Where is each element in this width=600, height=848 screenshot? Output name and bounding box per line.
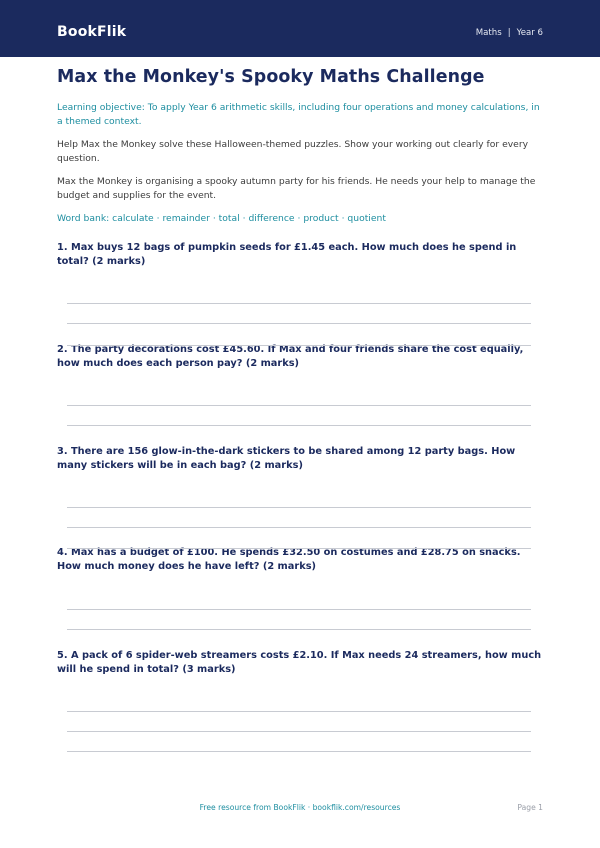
answer-line[interactable]: [67, 405, 531, 406]
worksheet-title: Max the Monkey's Spooky Maths Challenge: [57, 67, 485, 87]
subject-year-label: [476, 27, 543, 39]
answer-line[interactable]: [67, 345, 531, 346]
answer-line[interactable]: [67, 527, 531, 528]
answer-line[interactable]: [67, 425, 531, 426]
question-2: [57, 343, 543, 371]
word-bank: Word bank: calculate · remainder · total · difference · product · quotient: [57, 213, 386, 224]
question-4: [57, 546, 543, 574]
meta-separator: |: [507, 28, 511, 38]
intro-section: [57, 66, 543, 226]
brand-logo-text: BookFlik: [57, 24, 127, 40]
answer-line[interactable]: [67, 609, 531, 610]
subject-label: Maths: [475, 28, 502, 38]
answer-line[interactable]: [67, 629, 531, 630]
question-text: 4. Max has a budget of £100. He spends £32.50 on costumes and £28.75 on snacks. How much money does he have left? (2 marks): [57, 547, 521, 572]
question-text: 2. The party decorations cost £45.60. If Max and four friends share the cost equally, how much does each person pay? (2 marks): [57, 344, 524, 369]
question-3: [57, 445, 543, 473]
instructions-text: Help Max the Monkey solve these Halloween-themed puzzles. Show your working out clearly for every question.: [57, 139, 529, 164]
answer-line[interactable]: [67, 303, 531, 304]
answer-line[interactable]: [67, 323, 531, 324]
question-text: 1. Max buys 12 bags of pumpkin seeds for £1.45 each. How much does he spend in total? (2 marks): [57, 242, 517, 267]
question-1: [57, 241, 543, 269]
question-text: 3. There are 156 glow-in-the-dark stickers to be shared among 12 party bags. How many stickers will be in each bag? (2 marks): [57, 446, 516, 471]
answer-line[interactable]: [67, 507, 531, 508]
page-number: Page 1: [517, 803, 543, 812]
answer-line[interactable]: [67, 711, 531, 712]
year-label: Year 6: [516, 28, 543, 38]
answer-line[interactable]: [67, 751, 531, 752]
scenario-text: Max the Monkey is organising a spooky autumn party for his friends. He needs your help to manage the budget and supplies for the event.: [57, 176, 536, 201]
footer-credit-link[interactable]: Free resource from BookFlik · bookflik.com/resources: [199, 803, 401, 812]
answer-line[interactable]: [67, 548, 531, 549]
answer-line[interactable]: [67, 731, 531, 732]
header-bar: [0, 0, 600, 57]
question-text: 5. A pack of 6 spider-web streamers costs £2.10. If Max needs 24 streamers, how much will he spend in total? (3 marks): [57, 650, 542, 675]
question-5: [57, 649, 543, 677]
learning-objective: Learning objective: To apply Year 6 arithmetic skills, including four operations and money calculations, in a themed context.: [57, 102, 540, 127]
